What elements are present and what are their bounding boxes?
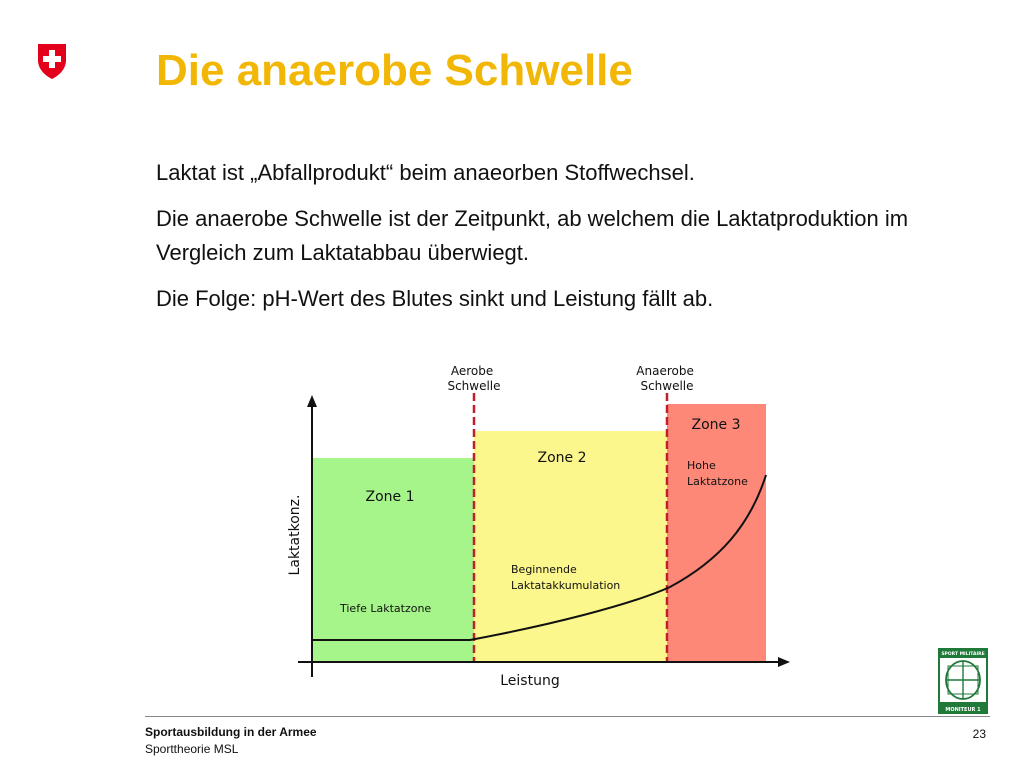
zone-2-title: Zone 2 <box>537 450 587 466</box>
zone-2-description: Beginnende Laktatakkumulation <box>511 563 621 592</box>
zone-1-title: Zone 1 <box>365 489 415 505</box>
sport-militaire-badge <box>938 648 988 714</box>
x-axis-arrow <box>778 657 790 667</box>
swiss-shield-logo <box>36 42 68 80</box>
zone-3-description: Hohe Laktatzone <box>687 459 748 488</box>
x-axis-label: Leistung <box>500 673 560 689</box>
zone-3-area <box>667 404 766 662</box>
footer-course: Sporttheorie MSL <box>145 742 239 756</box>
aerobic-threshold-label: Aerobe Schwelle <box>447 364 501 393</box>
bullet-list <box>156 156 916 328</box>
footer-organization: Sportausbildung in der Armee <box>145 725 317 739</box>
zone-1-description: Tiefe Laktatzone <box>340 602 432 615</box>
page-number: 23 <box>972 727 986 741</box>
badge-bottom-text: MONITEUR 1 <box>945 707 981 713</box>
slide-title: Die anaerobe Schwelle <box>156 46 633 95</box>
bullet-item: Die Folge: pH-Wert des Blutes sinkt und Leistung fällt ab. <box>156 286 714 311</box>
y-axis-label: Laktatkonz. <box>287 494 303 576</box>
zone-3-title: Zone 3 <box>691 417 741 433</box>
badge-top-text: SPORT MILITAIRE <box>941 652 985 657</box>
lactate-threshold-diagram <box>270 355 800 695</box>
bullet-item: Laktat ist „Abfallprodukt“ beim anaeorben Stoffwechsel. <box>156 160 695 185</box>
bullet-item: Die anaerobe Schwelle ist der Zeitpunkt, ab welchem die Laktatproduktion im Vergleich zum Laktatabbau überwiegt. <box>156 206 909 265</box>
anaerobic-threshold-label: Anaerobe Schwelle <box>636 364 694 393</box>
footer-divider <box>145 716 990 717</box>
y-axis-arrow <box>307 395 317 407</box>
